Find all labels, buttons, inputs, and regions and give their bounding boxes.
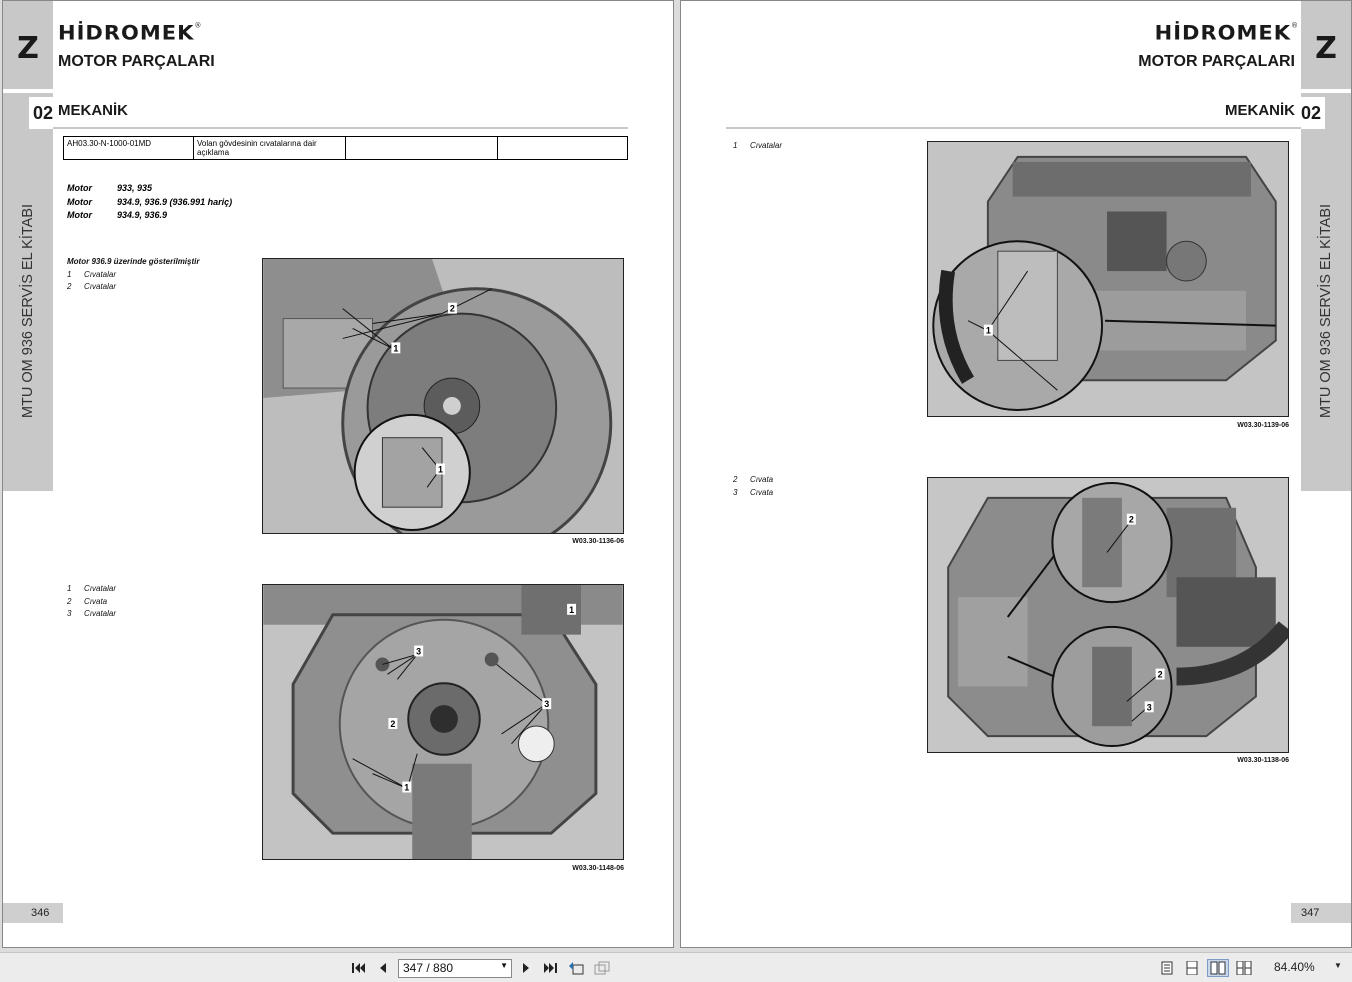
figure3-legend: [733, 140, 782, 153]
figure1-code: W03.30-1136-06: [572, 538, 624, 545]
doc-description-cell: Volan gövdesinin cıvatalarına dair açıklama: [194, 137, 346, 160]
single-page-icon: [1161, 961, 1173, 975]
page-346: [2, 0, 674, 948]
legend-item: 2 Cıvata: [733, 475, 774, 484]
two-page-continuous-button[interactable]: [1235, 959, 1253, 977]
flywheel-housing-illustration: [263, 259, 623, 533]
legend-item: 1 Cıvatalar: [67, 584, 117, 593]
first-page-button[interactable]: [350, 959, 368, 977]
previous-page-icon: [378, 962, 388, 974]
chevron-down-icon: ▼: [500, 961, 508, 970]
first-page-icon: [352, 962, 366, 974]
next-page-icon: [521, 962, 531, 974]
two-page-view-button[interactable]: [1207, 959, 1229, 977]
callout-2: 2: [1128, 514, 1134, 525]
previous-page-button[interactable]: [374, 959, 392, 977]
engine-front-illustration: [928, 478, 1288, 752]
page-347: [680, 0, 1352, 948]
continuous-page-icon: [1186, 961, 1198, 975]
engine-side-illustration: [928, 142, 1288, 416]
flywheel-housing-rear-illustration: [263, 585, 623, 859]
engine-front-photo: [927, 477, 1289, 753]
section-title: MOTOR PARÇALARI: [1138, 53, 1295, 70]
legend-heading: Motor 936.9 üzerinde gösterilmiştir: [67, 257, 200, 266]
forward-view-icon: [594, 961, 610, 975]
chapter-number: 02: [29, 97, 57, 129]
two-page-continuous-icon: [1236, 961, 1252, 975]
chapter-letter: Z: [17, 31, 39, 66]
manual-title-vertical: MTU OM 936 SERVİS EL KİTABI: [20, 203, 37, 419]
last-page-button[interactable]: [541, 959, 559, 977]
brand-logo: HİDROMEK®: [1154, 21, 1299, 45]
callout-1: 1: [404, 782, 410, 793]
legend-item: 2 Cıvata: [67, 596, 108, 606]
doc-empty-cell: [346, 137, 498, 160]
callout-3: 3: [544, 699, 550, 710]
manual-title-vertical: MTU OM 936 SERVİS EL KİTABI: [1318, 203, 1335, 419]
callout-2: 2: [390, 718, 396, 729]
go-forward-view-button[interactable]: [593, 959, 611, 977]
chapter-number: 02: [1297, 97, 1325, 129]
viewer-toolbar: [0, 952, 1352, 982]
figure2-legend: [67, 583, 116, 621]
figure1-legend: [67, 256, 199, 294]
engine-side-photo: [927, 141, 1289, 417]
legend-item: 3 Cıvatalar: [67, 609, 117, 618]
two-page-icon: [1210, 961, 1226, 975]
continuous-view-button[interactable]: [1183, 959, 1201, 977]
header-rule: [726, 127, 1301, 129]
callout-1: 1: [569, 604, 575, 615]
last-page-icon: [543, 962, 557, 974]
tab-divider: [1301, 89, 1351, 93]
doc-empty-cell: [498, 137, 628, 160]
tab-divider: [3, 89, 53, 93]
brand-logo: HİDROMEK®: [58, 21, 203, 45]
legend-item: 1 Cıvatalar: [733, 141, 783, 150]
doc-code-cell: AH03.30-N-1000-01MD: [64, 137, 194, 160]
zoom-level[interactable]: 84.40%: [1274, 960, 1315, 974]
sub-title: MEKANİK: [1225, 102, 1295, 119]
back-view-icon: [568, 961, 584, 975]
sub-title: MEKANİK: [58, 102, 128, 119]
legend-item: 1 Cıvatalar: [67, 269, 117, 279]
motor-row: Motor 934.9, 936.9: [67, 210, 168, 220]
next-page-button[interactable]: [517, 959, 535, 977]
callout-2: 2: [449, 303, 455, 314]
legend-item: 3 Cıvata: [733, 487, 774, 497]
callout-3: 3: [416, 646, 422, 657]
callout-1: 1: [985, 325, 991, 336]
callout-2: 2: [1157, 669, 1163, 680]
page-number-left: 346: [3, 903, 63, 923]
document-reference-table: [63, 136, 628, 160]
motor-row: Motor 934.9, 936.9 (936.991 hariç): [67, 196, 233, 207]
figure3-code: W03.30-1139-06: [1237, 422, 1289, 429]
legend-item: 2 Cıvatalar: [67, 282, 117, 291]
chapter-letter: Z: [1315, 31, 1337, 66]
callout-1: 1: [438, 464, 444, 475]
figure2-code: W03.30-1148-06: [572, 865, 624, 872]
chapter-side-tab: [3, 1, 53, 491]
callout-1: 1: [393, 343, 399, 354]
section-title: MOTOR PARÇALARI: [58, 53, 215, 70]
motor-applicability-list: [67, 182, 232, 223]
callout-3: 3: [1146, 702, 1152, 713]
go-back-view-button[interactable]: [567, 959, 585, 977]
motor-row: Motor 933, 935: [67, 183, 153, 193]
page-number-input[interactable]: 347 / 880 ▼: [398, 959, 512, 978]
chapter-side-tab: [1301, 1, 1351, 491]
zoom-dropdown-icon[interactable]: ▼: [1334, 961, 1342, 970]
flywheel-housing-photo: [262, 258, 624, 534]
figure4-code: W03.30-1138-06: [1237, 757, 1289, 764]
figure4-legend: [733, 474, 773, 499]
single-page-view-button[interactable]: [1158, 959, 1176, 977]
page-number-right: 347: [1291, 903, 1351, 923]
flywheel-housing-rear-photo: [262, 584, 624, 860]
header-rule: [53, 127, 628, 129]
